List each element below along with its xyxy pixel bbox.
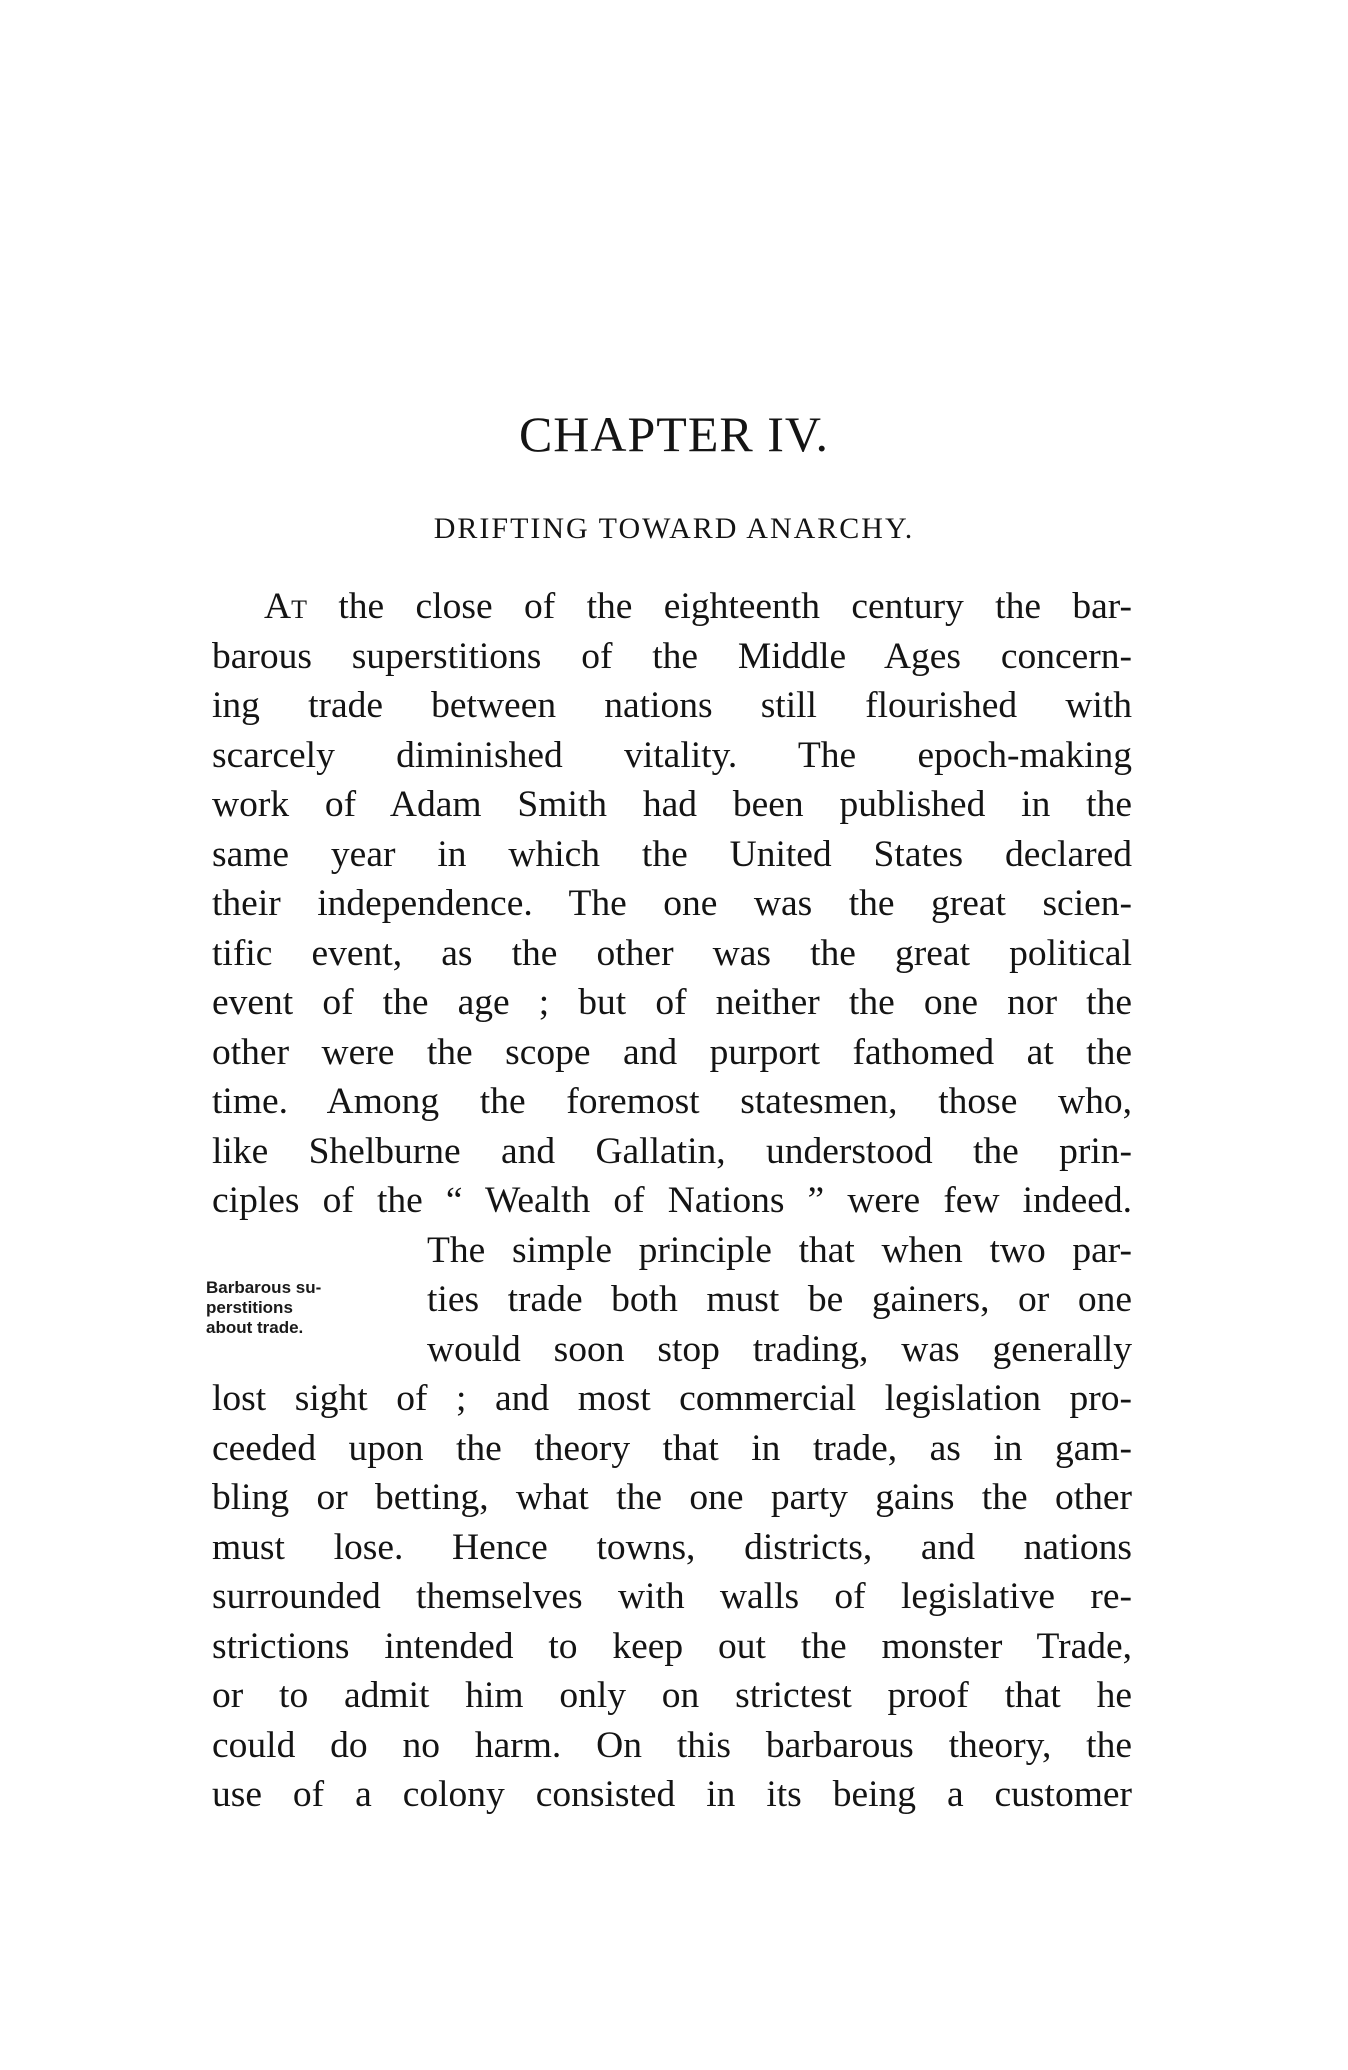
chapter-title: CHAPTER IV. bbox=[518, 406, 830, 462]
text-line-rest: the close of the eighteenth century the bar- bbox=[306, 586, 1132, 627]
text-line bbox=[212, 582, 1132, 632]
text-line: strictions intended to keep out the monster Trade, bbox=[212, 1625, 1132, 1667]
text-line: or to admit him only on strictest proof that he bbox=[212, 1675, 1132, 1716]
text-line: work of Adam Smith had been published in the bbox=[212, 784, 1132, 825]
text-line: other were the scope and purport fathomed at the bbox=[212, 1031, 1132, 1073]
margin-note bbox=[206, 1278, 396, 1338]
text-line: their independence. The one was the great scien- bbox=[212, 883, 1132, 924]
text-line: surrounded themselves with walls of legislative re- bbox=[212, 1576, 1132, 1617]
chapter-subtitle: DRIFTING TOWARD ANARCHY. bbox=[433, 512, 915, 545]
margin-note-line: Barbarous su- bbox=[206, 1278, 322, 1297]
text-line: event of the age ; but of neither the one nor the bbox=[212, 982, 1132, 1023]
opening-word: At bbox=[264, 586, 307, 627]
text-line: use of a colony consisted in its being a customer bbox=[212, 1774, 1132, 1815]
text-line: scarcely diminished vitality. The epoch-making bbox=[212, 734, 1132, 776]
text-line: bling or betting, what the one party gains the other bbox=[212, 1477, 1132, 1518]
text-line: must lose. Hence towns, districts, and nations bbox=[212, 1526, 1132, 1568]
text-line: would soon stop trading, was generally bbox=[427, 1328, 1132, 1370]
margin-note-line: about trade. bbox=[206, 1318, 304, 1337]
text-line: The simple principle that when two par- bbox=[427, 1229, 1132, 1271]
text-line: like Shelburne and Gallatin, understood the prin- bbox=[212, 1130, 1132, 1172]
text-line: ties trade both must be gainers, or one bbox=[427, 1279, 1132, 1320]
margin-note-line: perstitions bbox=[206, 1298, 293, 1317]
text-line: ing trade between nations still flourished with bbox=[212, 685, 1132, 726]
text-line: barous superstitions of the Middle Ages concern- bbox=[212, 635, 1132, 677]
text-line: time. Among the foremost statesmen, those who, bbox=[212, 1081, 1132, 1122]
text-line: lost sight of ; and most commercial legislation pro- bbox=[212, 1378, 1132, 1419]
body-text bbox=[212, 582, 1132, 1820]
text-line: tific event, as the other was the great political bbox=[212, 932, 1132, 974]
text-line: ciples of the “ Wealth of Nations ” were few indeed. bbox=[212, 1180, 1132, 1221]
text-line: ceeded upon the theory that in trade, as in gam- bbox=[212, 1427, 1132, 1469]
text-line: could do no harm. On this barbarous theory, the bbox=[212, 1724, 1132, 1766]
text-line: same year in which the United States declared bbox=[212, 833, 1132, 875]
